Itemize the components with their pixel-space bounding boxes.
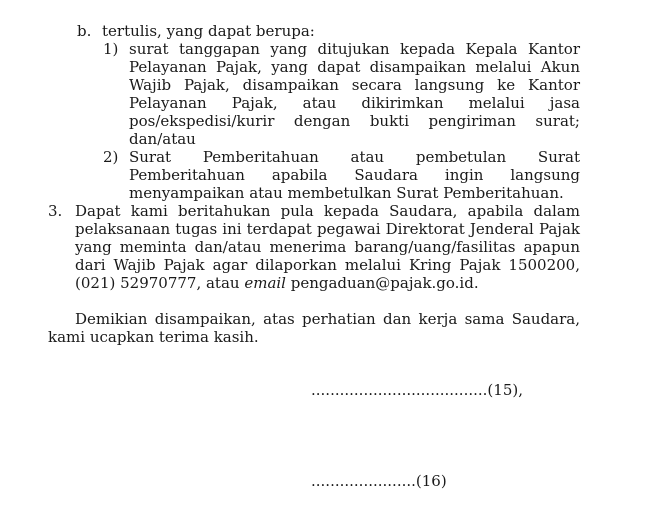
sub-item-2-marker: 2): [103, 148, 119, 166]
closing-line-1: Demikian disampaikan, atas perhatian dan kerja sama Saudara,: [75, 310, 580, 328]
item-3-line-3: yang meminta dan/atau menerima barang/uang/fasilitas apapun: [75, 238, 580, 256]
sub-item-1-line-5: pos/ekspedisi/kurir dengan bukti pengiriman surat;: [129, 112, 580, 130]
sub-item-1-line-3: Wajib Pajak, disampaikan secara langsung ke Kantor: [129, 76, 580, 94]
item-3-line-4: dari Wajib Pajak agar dilaporkan melalui Kring Pajak 1500200,: [75, 256, 580, 274]
item-3-line-5-prefix: (021) 52970777, atau: [75, 274, 245, 292]
item-3-email-address: pengaduan@pajak.go.id.: [285, 274, 479, 292]
closing-line-2: kami ucapkan terima kasih.: [48, 328, 259, 346]
sub-item-2-line-2: Pemberitahuan apabila Saudara ingin langsung: [129, 166, 580, 184]
sub-item-1-line-2: Pelayanan Pajak, yang dapat disampaikan melalui Akun: [129, 58, 580, 76]
item-3-marker: 3.: [48, 202, 63, 220]
sub-item-1-line-1: surat tanggapan yang ditujukan kepada Kepala Kantor: [129, 40, 580, 58]
sub-item-1-line-6: dan/atau: [129, 130, 196, 148]
item-b-heading: tertulis, yang dapat berupa:: [102, 22, 315, 40]
item-b-marker: b.: [77, 22, 92, 40]
place-date-placeholder: .....................................(15),: [311, 381, 523, 399]
item-3-email-word: email: [244, 274, 286, 292]
sub-item-1-line-4: Pelayanan Pajak, atau dikirimkan melalui jasa: [129, 94, 580, 112]
item-3-line-5: [75, 274, 479, 292]
sub-item-1-marker: 1): [103, 40, 119, 58]
sub-item-2-line-3: menyampaikan atau membetulkan Surat Pemberitahuan.: [129, 184, 564, 202]
sub-item-2-line-1: Surat Pemberitahuan atau pembetulan Surat: [129, 148, 580, 166]
item-3-line-2: pelaksanaan tugas ini terdapat pegawai Direktorat Jenderal Pajak: [75, 220, 580, 238]
item-3-line-1: Dapat kami beritahukan pula kepada Saudara, apabila dalam: [75, 202, 580, 220]
signer-name-placeholder: ......................(16): [311, 472, 447, 490]
